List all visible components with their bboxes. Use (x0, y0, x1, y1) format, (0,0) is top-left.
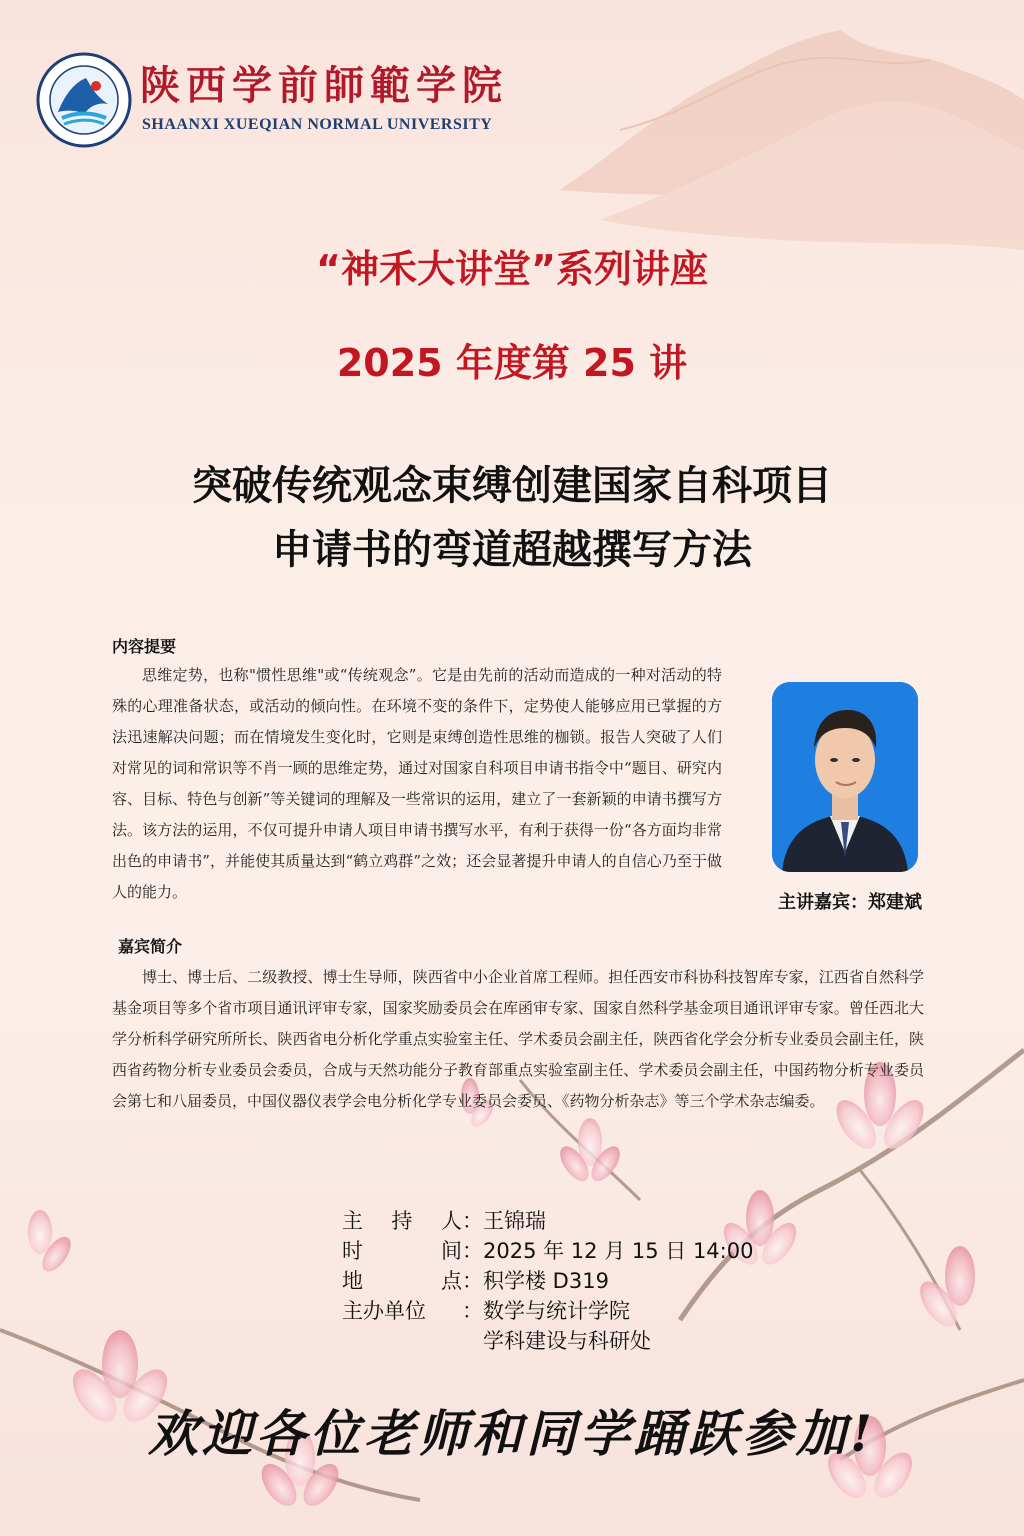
place-row (342, 1266, 753, 1296)
time-label: 时 间 (342, 1239, 462, 1263)
host-value: 王锦瑞 (483, 1209, 546, 1233)
university-logo (36, 52, 556, 152)
event-info (342, 1206, 753, 1356)
time-row (342, 1236, 753, 1266)
host-label: 主 持 人 (342, 1209, 462, 1233)
bio-body: 博士、博士后、二级教授、博士生导师，陕西省中小企业首席工程师。担任西安市科协科技智库专家，江西省自然科学基金项目等多个省市项目通讯评审专家，国家奖励委员会在库函审专家、国家自然科学基金项目通讯评审专家。曾任西北大学分析科学研究所所长、陕西省电分析化学重点实验室主任、学术委员会副主任，陕西省化学会分析专业委员会副主任，陕西省药物分析专业委员会委员，合成与天然功能分子教育部重点实验室副主任、学术委员会副主任，中国药物分析专业委员会第七和八届委员，中国仪器仪表学会电分析化学专业委员会委员、《药物分析杂志》等三个学术杂志编委。 (112, 968, 924, 1110)
time-value: 2025 年 12 月 15 日 14:00 (483, 1239, 754, 1263)
lecture-title-line-1: 突破传统观念束缚创建国家自科项目 (192, 463, 832, 509)
episode-number: 2025 年度第 25 讲 (336, 341, 688, 385)
organizer-row (342, 1296, 753, 1326)
lecture-title-line-2: 申请书的弯道超越撰写方法 (272, 527, 752, 573)
organizer-row-2 (342, 1326, 753, 1356)
organizer-colon: ： (462, 1299, 483, 1323)
time-colon: ： (462, 1239, 483, 1263)
abstract-heading: 内容提要 (112, 637, 177, 656)
mountain-silhouette (560, 30, 1024, 250)
speaker-name: 主讲嘉宾：郑建斌 (778, 892, 922, 913)
place-colon: ： (462, 1269, 483, 1293)
lecture-title (0, 454, 1024, 582)
university-emblem-icon (36, 52, 132, 148)
series-title: “神禾大讲堂”系列讲座 (316, 247, 708, 291)
speaker-photo (772, 682, 918, 872)
university-name-en: SHAANXI XUEQIAN NORMAL UNIVERSITY (142, 116, 493, 133)
host-row (342, 1206, 753, 1236)
bio-heading: 嘉宾简介 (118, 937, 183, 956)
host-colon: ： (462, 1209, 483, 1233)
organizer-value-1: 数学与统计学院 (483, 1299, 630, 1323)
place-value: 积学楼 D319 (483, 1269, 609, 1293)
welcome-slogan: 欢迎各位老师和同学踊跃参加! (148, 1404, 876, 1463)
university-name-cn: 陕西学前師範学院 (140, 62, 508, 109)
place-label: 地 点 (342, 1269, 462, 1293)
organizer-value-2: 学科建设与科研处 (483, 1329, 651, 1353)
organizer-label: 主办单位 (342, 1299, 426, 1323)
abstract-body: 思维定势，也称"惯性思维"或“传统观念”。它是由先前的活动而造成的一种对活动的特殊的心理准备状态，或活动的倾向性。在环境不变的条件下，定势使人能够应用已掌握的方法迅速解决问题；而在情境发生变化时，它则是束缚创造性思维的枷锁。报告人突破了人们对常见的词和常识等不肖一顾的思维定势，通过对国家自科项目申请书指令中“题目、研究内容、目标、特色与创新”等关键词的理解及一些常识的运用，建立了一套新颖的申请书撰写方法。该方法的运用，不仅可提升申请人项目申请书撰写水平，有利于获得一份“各方面均非常出色的申请书”，并能使其质量达到“鹤立鸡群”之效；还会显著提升申请人的自信心乃至于做人的能力。 (112, 666, 722, 901)
